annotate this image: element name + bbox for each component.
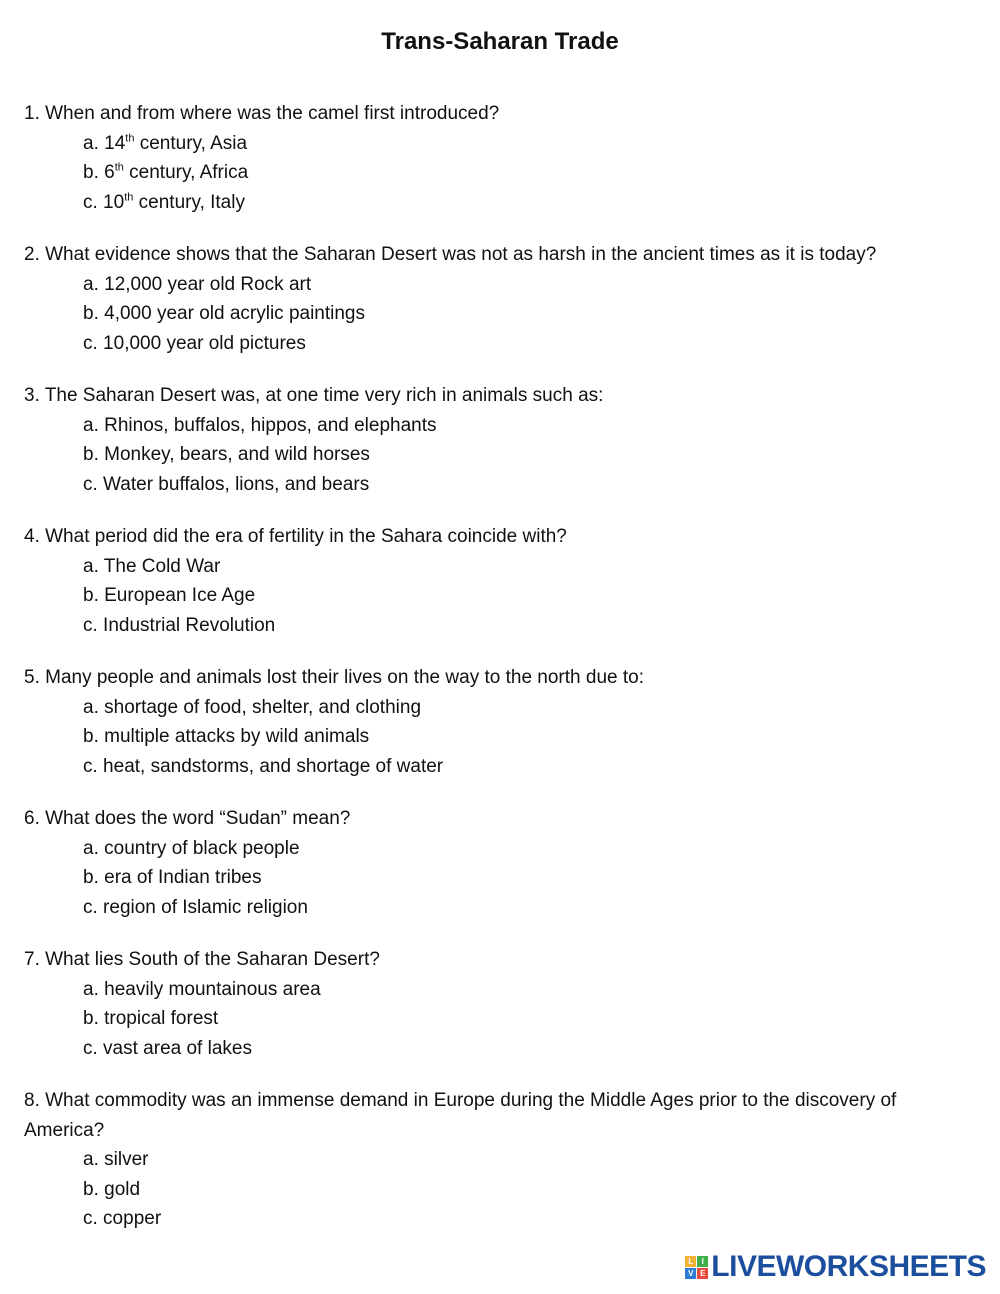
answer-option xyxy=(24,440,980,470)
option-text: b. gold xyxy=(83,1178,141,1200)
answer-option xyxy=(24,752,980,782)
answer-option xyxy=(24,1004,980,1034)
answer-option xyxy=(24,470,980,500)
question-7 xyxy=(24,945,980,1063)
option-text: b. era of Indian tribes xyxy=(83,867,262,888)
answer-option xyxy=(24,863,980,893)
answer-option xyxy=(24,1204,980,1234)
answer-option xyxy=(24,611,980,641)
logo-tile: L xyxy=(685,1256,696,1267)
answer-option xyxy=(24,158,980,188)
option-text-rest: century, Africa xyxy=(123,162,249,183)
question-text: 1. When and from where was the camel first introduced? xyxy=(24,103,500,124)
option-text: c. vast area of lakes xyxy=(83,1037,252,1059)
liveworksheets-logo xyxy=(685,1250,986,1284)
option-text: c. 10,000 year old pictures xyxy=(83,332,306,354)
option-text: a. shortage of food, shelter, and clothing xyxy=(83,696,422,718)
question-text: 7. What lies South of the Saharan Desert? xyxy=(24,949,380,970)
answer-option xyxy=(24,693,980,723)
answer-option xyxy=(24,411,980,441)
answer-option xyxy=(24,329,980,359)
answer-option xyxy=(24,975,980,1005)
option-text: a. silver xyxy=(83,1149,149,1170)
question-6 xyxy=(24,804,980,922)
option-text: c. copper xyxy=(83,1208,162,1229)
question-3 xyxy=(24,381,980,499)
question-text: 5. Many people and animals lost their lives on the way to the north due to: xyxy=(24,667,644,688)
page-title: Trans-Saharan Trade xyxy=(381,28,619,55)
option-text: a. 12,000 year old Rock art xyxy=(83,273,312,295)
ordinal-suffix: th xyxy=(124,191,134,204)
option-text: b. 4,000 year old acrylic paintings xyxy=(83,303,365,324)
option-text: a. heavily mountainous area xyxy=(83,978,321,1000)
option-text: a. The Cold War xyxy=(83,555,221,577)
liveworksheets-icon xyxy=(685,1256,708,1279)
question-text: 2. What evidence shows that the Saharan Desert was not as harsh in the ancient times as it is today? xyxy=(24,244,877,265)
answer-option xyxy=(24,299,980,329)
ordinal-suffix: th xyxy=(114,161,124,174)
question-text: 6. What does the word “Sudan” mean? xyxy=(24,808,351,829)
logo-tile: I xyxy=(697,1256,708,1267)
answer-option xyxy=(24,552,980,582)
question-4 xyxy=(24,522,980,640)
option-text: a. 14 xyxy=(83,132,126,154)
logo-tile: V xyxy=(685,1268,696,1279)
question-text: 3. The Saharan Desert was, at one time very rich in animals such as: xyxy=(24,385,604,406)
option-text: a. Rhinos, buffalos, hippos, and elephants xyxy=(83,414,437,436)
answer-option xyxy=(24,893,980,923)
option-text: c. Water buffalos, lions, and bears xyxy=(83,473,370,495)
question-list xyxy=(24,99,980,1257)
answer-option xyxy=(24,188,980,218)
option-text: c. heat, sandstorms, and shortage of water xyxy=(83,755,444,777)
answer-option xyxy=(24,834,980,864)
option-text: a. country of black people xyxy=(83,837,300,859)
option-text: b. tropical forest xyxy=(83,1008,219,1029)
answer-option xyxy=(24,1034,980,1064)
question-2 xyxy=(24,240,980,358)
option-text-rest: century, Italy xyxy=(133,191,245,213)
answer-option xyxy=(24,270,980,300)
option-text: c. region of Islamic religion xyxy=(83,896,308,918)
option-text: b. Monkey, bears, and wild horses xyxy=(83,444,370,465)
answer-option xyxy=(24,722,980,752)
ordinal-suffix: th xyxy=(125,132,135,145)
option-text: b. 6 xyxy=(83,162,115,183)
question-8 xyxy=(24,1086,980,1234)
option-text: c. 10 xyxy=(83,191,125,213)
option-text: b. European Ice Age xyxy=(83,585,256,606)
liveworksheets-wordmark: LIVEWORKSHEETS xyxy=(711,1250,986,1283)
option-text-rest: century, Asia xyxy=(134,132,248,154)
answer-option xyxy=(24,581,980,611)
answer-option xyxy=(24,1175,980,1205)
question-text: 8. What commodity was an immense demand in Europe during the Middle Ages prior to the discovery of America? xyxy=(24,1090,897,1141)
answer-option xyxy=(24,1145,980,1175)
logo-tile: E xyxy=(697,1268,708,1279)
answer-option xyxy=(24,129,980,159)
option-text: b. multiple attacks by wild animals xyxy=(83,726,370,747)
question-text: 4. What period did the era of fertility in the Sahara coincide with? xyxy=(24,526,567,547)
option-text: c. Industrial Revolution xyxy=(83,614,276,636)
question-5 xyxy=(24,663,980,781)
question-1 xyxy=(24,99,980,217)
